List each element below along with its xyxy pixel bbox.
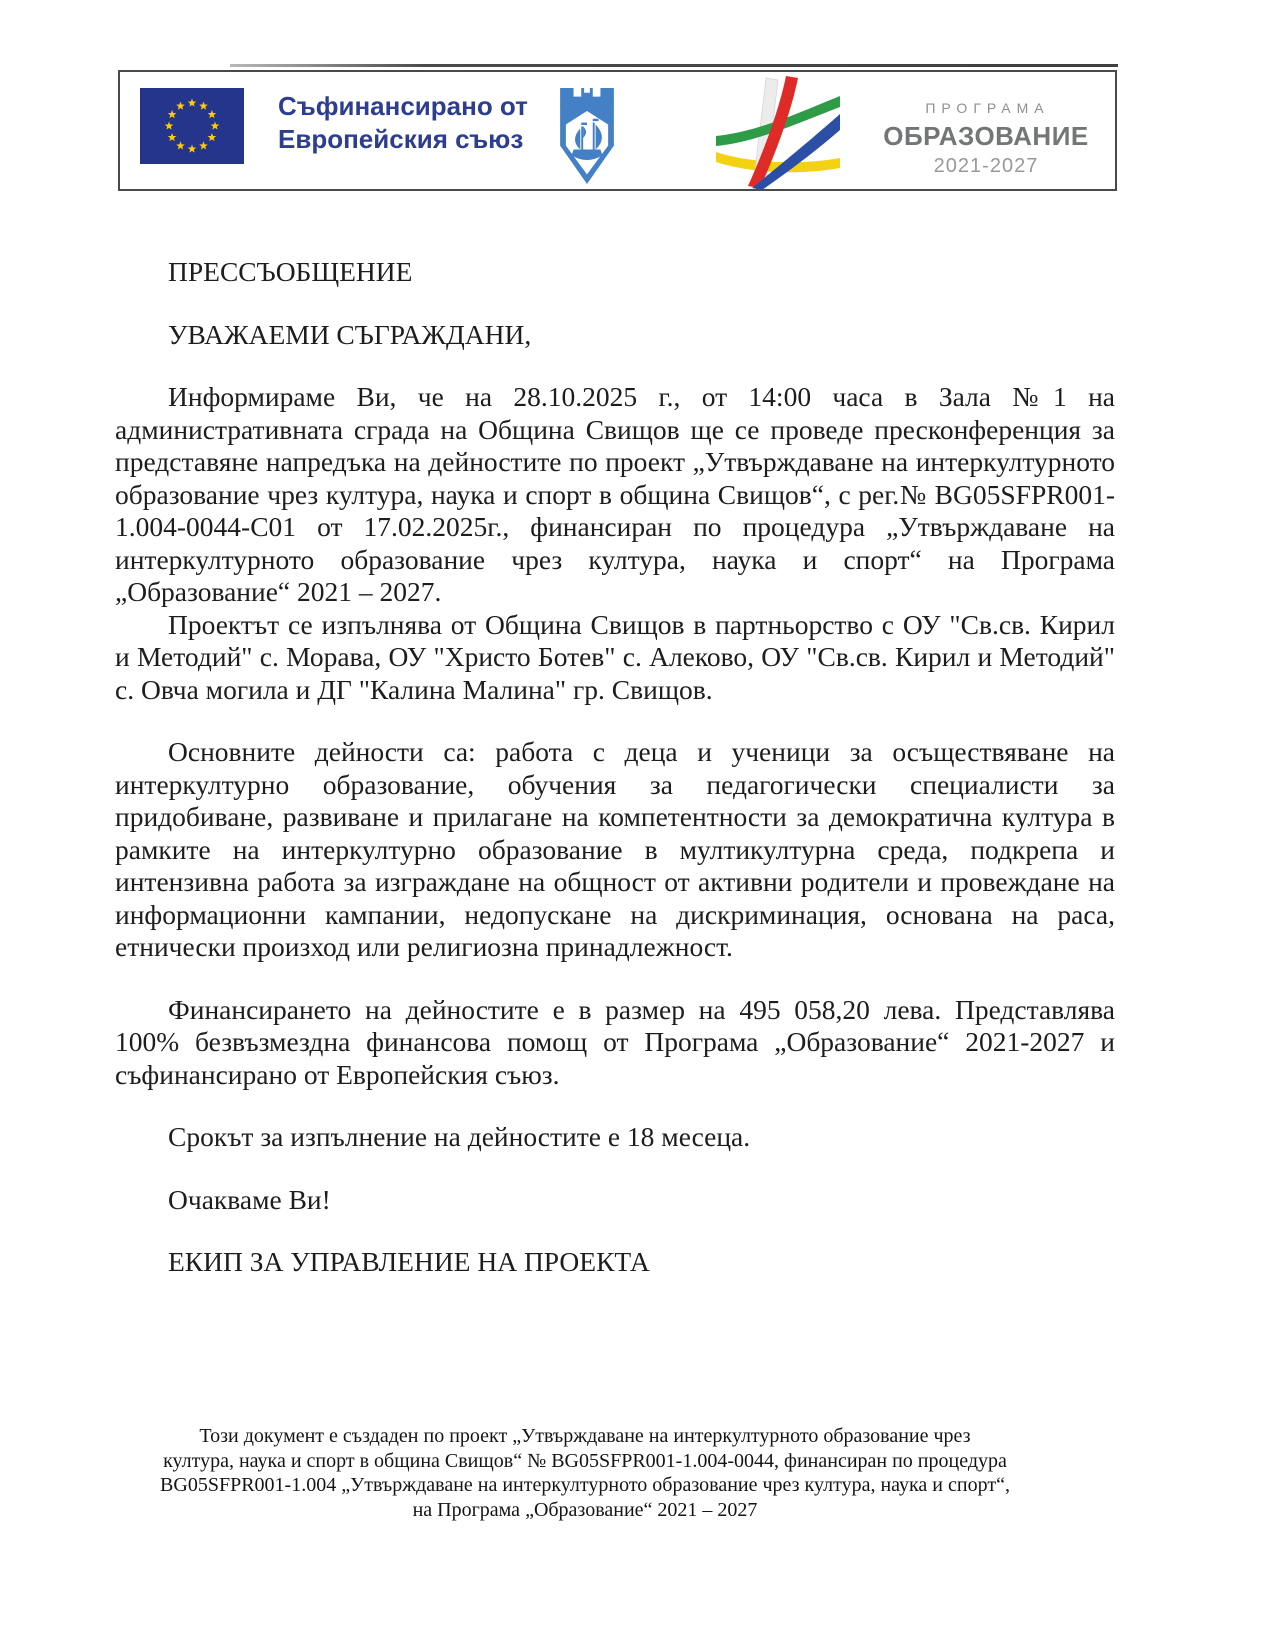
paragraph-activities: Основните дейности са: работа с деца и ученици за осъществяване на интеркултурно образование, обучения за педагогически специалисти за придобиване, развиване и прилагане на компетентности за демократична култура в рамките на интеркултурно образование в мултикултурна среда, подкрепа и интензивна работа за изграждане на общност от активни родители и провеждане на информационни кампании, недопускане на дискриминация, основана на раса, етнически произход или религиозна принадлежност. [115,736,1115,962]
paragraph-announcement: Информираме Ви, че на 28.10.2025 г., от 14:00 часа в Зала №1 на административната сграда на Община Свищов ще се проведе пресконференция за представяне напредъка на дейностите по проект „Утвърждаване на интеркултурното образование чрез култура, наука и спорт в община Свищов“, с рег.№ BG05SFPR001-1.004-0044-C01 от 17.02.2025г., финансиран по процедура „Утвърждаване на интеркултурното образование чрез култура, наука и спорт“ на Програма „Образование“ 2021 – 2027. [115,381,1115,607]
footer-line-4: на Програма „Образование“ 2021 – 2027 [412,1498,758,1521]
salutation: УВАЖАЕМИ СЪГРАЖДАНИ, [168,318,532,350]
header-top-rule [230,64,1118,67]
paragraph-partners: Проектът се изпълнява от Община Свищов в партньорство с ОУ "Св.св. Кирил и Методий" с. Морава, ОУ "Христо Ботев" с. Алеково, ОУ "Св.св. Кирил и Методий" с. Овча могила и ДГ "Калина Малина" гр. Свищов. [115,608,1115,705]
eu-cofunded-line2: Европейския съюз [278,124,524,154]
press-release-title: ПРЕССЪОБЩЕНИЕ [168,256,413,287]
footer-line-1: Този документ е създаден по проект „Утвърждаване на интеркултурното образование чрез [199,1425,971,1447]
program-wordmark [880,100,1092,178]
eu-cofunded-text [278,90,528,156]
footer-line-3: BG05SFPR001-1.004 „Утвърждаване на интеркултурното образование чрез култура, наука и спорт“, [160,1474,1010,1496]
paragraph-financing: Финансирането на дейностите е в размер на 495 058,20 лева. Представлява 100% безвъзмездна финансова помощ от Програма „Образование“ 2021-2027 и съфинансирано от Европейския съюз. [115,993,1115,1090]
closing-line: Очакваме Ви! [168,1183,331,1215]
eu-flag-icon [140,88,244,164]
document-body [115,256,1115,1279]
footer-line-2: култура, наука и спорт в община Свищов“ № BG05SFPR001-1.004-0044, финансиран по процедура [163,1449,1007,1472]
paragraph-duration: Срокът за изпълнение на дейностите е 18 месеца. [168,1121,751,1152]
program-label: ПРОГРАМА [925,100,1050,116]
document-footer [85,1424,1085,1522]
education-program-logo-icon [714,76,842,190]
program-years: 2021-2027 [933,155,1039,177]
program-title: ОБРАЗОВАНИЕ [883,121,1089,151]
logo-header-box [118,70,1117,191]
svishtov-emblem-icon [558,88,616,184]
signature-line: ЕКИП ЗА УПРАВЛЕНИЕ НА ПРОЕКТА [168,1246,650,1277]
eu-cofunded-line1: Съфинансирано от [278,91,528,121]
